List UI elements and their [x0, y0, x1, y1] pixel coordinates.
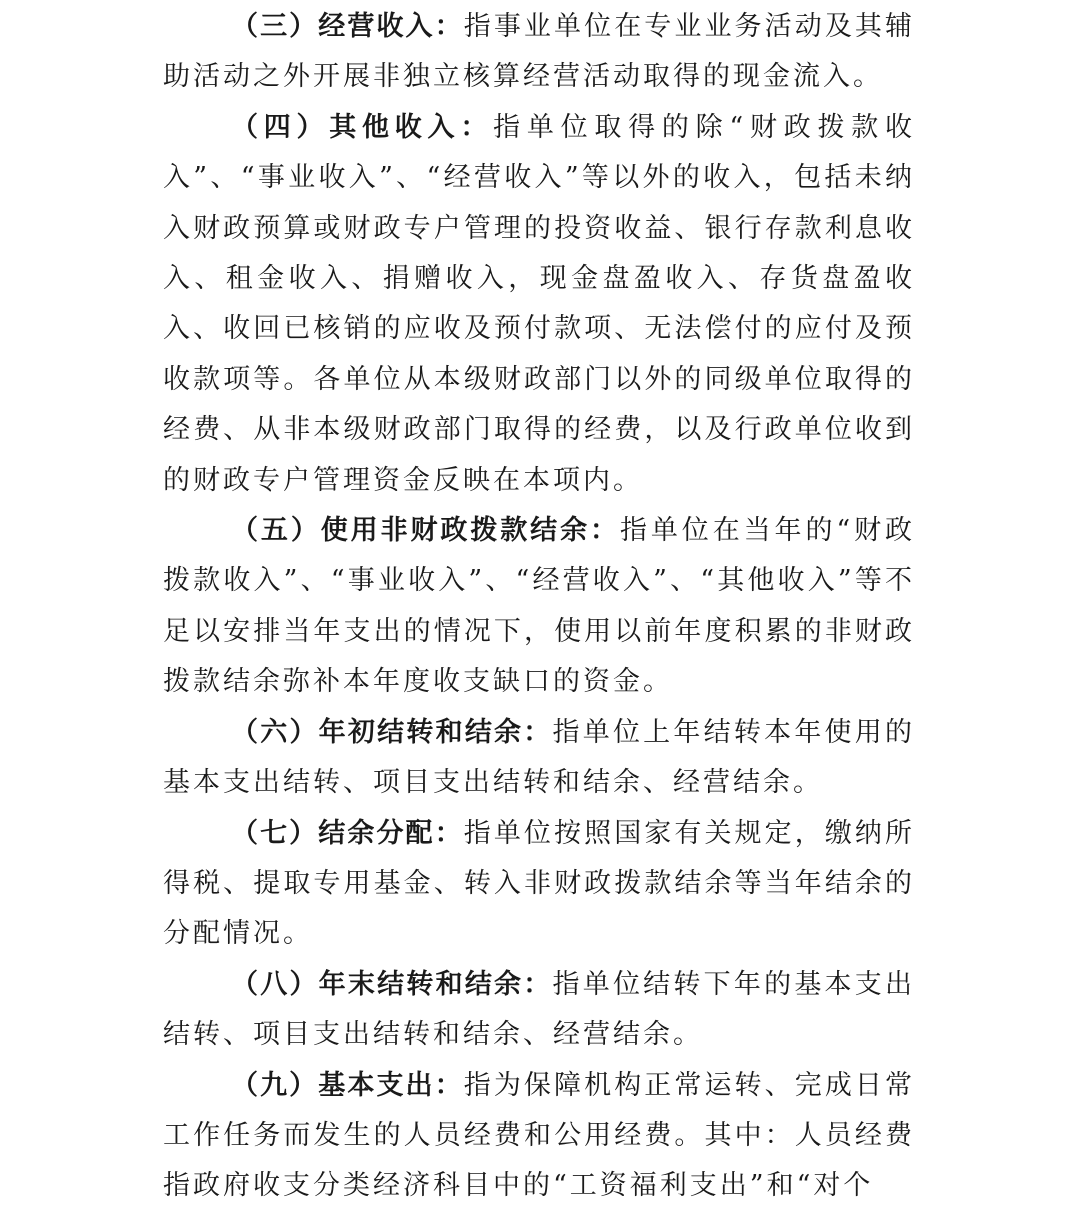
definition-operating-income: 指事业单位在专业业务活动及其辅助活动之外开展非独立核算经营活动取得的现金流入。	[163, 11, 916, 93]
definition-opening-balance: 指单位上年结转本年使用的基本支出结转、项目支出结转和结余、经营结余。	[163, 716, 915, 799]
definition-closing-balance: 指单位结转下年的基本支出结转、项目支出结转和结余、经营结余。	[163, 968, 915, 1051]
term-basic-expenditure: （九）基本支出：	[231, 1069, 464, 1101]
term-opening-balance: （六）年初结转和结余：	[231, 716, 553, 748]
paragraph-closing-balance	[163, 960, 915, 1061]
term-surplus-distribution: （七）结余分配：	[231, 817, 464, 849]
document-body	[163, 2, 915, 1212]
paragraph-opening-balance	[163, 708, 915, 809]
paragraph-non-fiscal-surplus	[163, 506, 915, 708]
definition-basic-expenditure: 指为保障机构正常运转、完成日常工作任务而发生的人员经费和公用经费。其中：人员经费指政府收支分类经济科目中的“工资福利支出”和“对个	[163, 1069, 916, 1202]
definition-non-fiscal-surplus: 指单位在当年的“财政拨款收入”、“事业收入”、“经营收入”、“其他收入”等不足以安排当年支出的情况下，使用以前年度积累的非财政拨款结余弥补本年度收支缺口的资金。	[163, 515, 915, 698]
paragraph-operating-income	[163, 2, 915, 103]
definition-other-income: 指单位取得的除“财政拨款收入”、“事业收入”、“经营收入”等以外的收入，包括未纳入财政预算或财政专户管理的投资收益、银行存款利息收入、租金收入、捐赠收入，现金盘盈收入、存货盘盈收入、收回已核销的应收及预付款项、无法偿付的应付及预收款项等。各单位从本级财政部门以外的同级单位取得的经费、从非本级财政部门取得的经费，以及行政单位收到的财政专户管理资金反映在本项内。	[163, 111, 915, 496]
term-operating-income: （三）经营收入：	[231, 11, 464, 42]
definition-surplus-distribution: 指单位按照国家有关规定，缴纳所得税、提取专用基金、转入非财政拨款结余等当年结余的分配情况。	[163, 817, 916, 950]
term-other-income: （四）其他收入：	[231, 111, 494, 143]
term-closing-balance: （八）年末结转和结余：	[231, 968, 553, 1000]
paragraph-basic-expenditure	[163, 1061, 915, 1212]
paragraph-other-income	[163, 103, 915, 506]
term-non-fiscal-surplus: （五）使用非财政拨款结余：	[231, 515, 620, 547]
paragraph-surplus-distribution	[163, 809, 915, 960]
